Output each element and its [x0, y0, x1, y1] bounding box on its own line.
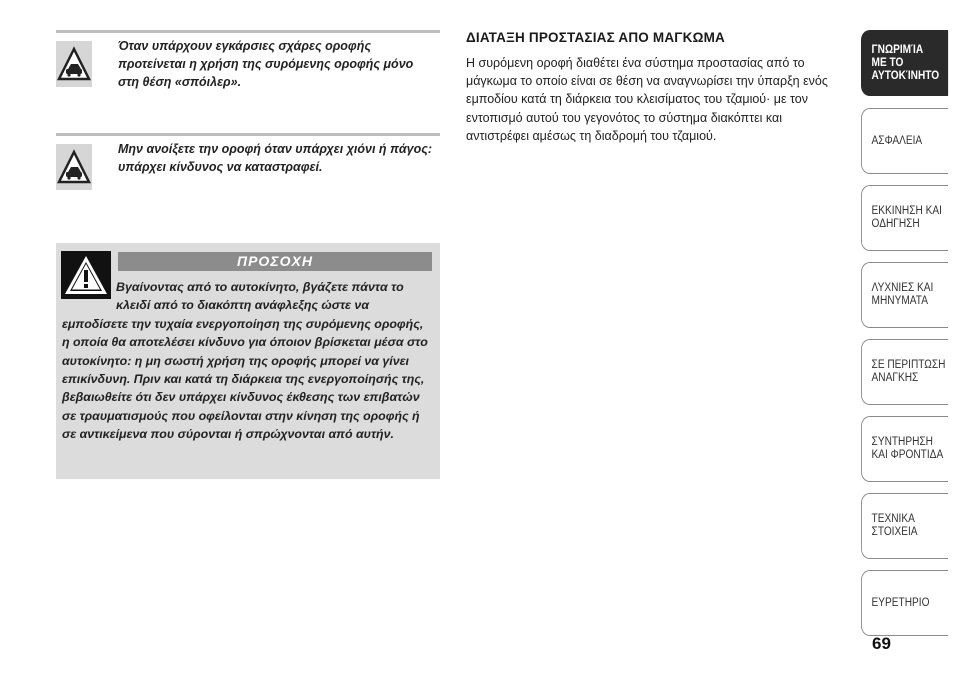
tab-emergency[interactable]: ΣΕ ΠΕΡΙΠΤΩΣΗ ΑΝΑΓΚΗΣ: [861, 339, 948, 405]
note-text: Μην ανοίξετε την οροφή όταν υπάρχει χιόνι ή πάγος: υπάρχει κίνδυνος να καταστραφεί.: [118, 142, 433, 174]
tab-starting-driving[interactable]: ΕΚΚΙΝΗΣΗ ΚΑΙ ΟΔΗΓΗΣΗ: [861, 185, 948, 251]
caution-text: Βγαίνοντας από το αυτοκίνητο, βγάζετε πάντα το κλειδί από το διακόπτη ανάφλεξης ώστε να εμποδίσετε την τυχαία ενεργοποίηση της συρόμενης οροφής, η οποία θα αποτελέσει κίνδυνο για όποιον βρίσκεται μέσα στο αυτοκίνητο: η μη σωστή χρήση της οροφής μπορεί να γίνει επικίνδυνη. Πριν και κατά τη διάρκεια της ενεργοποίησής της, βεβαιωθείτε ότι δεν υπάρχει κίνδυνος έκθεσης των επιβατών σε τραυματισμούς που οφείλονται στην κίνηση της οροφής ή σε αντικείμενα που σύρονται ή σπρώχνονται από αυτήν.: [62, 280, 428, 442]
caution-text-container: [62, 278, 434, 444]
car-warning-icon: [56, 41, 92, 87]
page-number: 69: [872, 634, 891, 653]
note-text: Όταν υπάρχουν εγκάρσιες σχάρες οροφής προτείνεται η χρήση της συρόμενης οροφής μόνο στη θέση «σπόιλερ».: [118, 39, 414, 89]
section-body: Η συρόμενη οροφή διαθέτει ένα σύστημα προστασίας από το μάγκωμα το οποίο είναι σε θέση να αναγνωρίσει την ύπαρξη ενός εμποδίου κατά τη διάρκεια του κλεισίματος του τζαμιού· με τον εντοπισμό αυτού του γεγονότος το σύστημα διακόπτει και αντιστρέφει αμέσως τη διαδρομή του τζαμιού.: [466, 56, 828, 143]
tab-warning-lights[interactable]: ΛΥΧΝΙΕΣ ΚΑΙ ΜΗΝΥΜΑΤΑ: [861, 262, 948, 328]
tab-getting-to-know-car[interactable]: ΓΝΩΡΙΜΊΑ ΜΕ ΤΟ ΑΥΤΟΚΊΝΗΤΟ: [861, 30, 948, 96]
tab-technical-data[interactable]: ΤΕΧΝΙΚΑ ΣΤΟΙΧΕΙΑ: [861, 493, 948, 559]
section-title: ΔΙΑΤΑΞΗ ΠΡΟΣΤΑΣΙΑΣ ΑΠΟ ΜΑΓΚΩΜΑ: [466, 30, 725, 45]
caution-box: [56, 243, 440, 479]
caution-header: ΠΡΟΣΟΧΗ: [118, 252, 432, 271]
tab-maintenance[interactable]: ΣΥΝΤΗΡΗΣΗ ΚΑΙ ΦΡΟΝΤΙΔΑ: [861, 416, 948, 482]
note-sunroof-roof-bars: [56, 30, 440, 89]
tab-safety[interactable]: ΑΣΦΑΛΕΙΑ: [861, 108, 948, 174]
anti-pinch-section: [466, 30, 846, 145]
car-warning-icon: [56, 144, 92, 190]
tab-index[interactable]: ΕΥΡΕΤΗΡΙΟ: [861, 570, 948, 636]
note-snow-ice: [56, 133, 440, 174]
